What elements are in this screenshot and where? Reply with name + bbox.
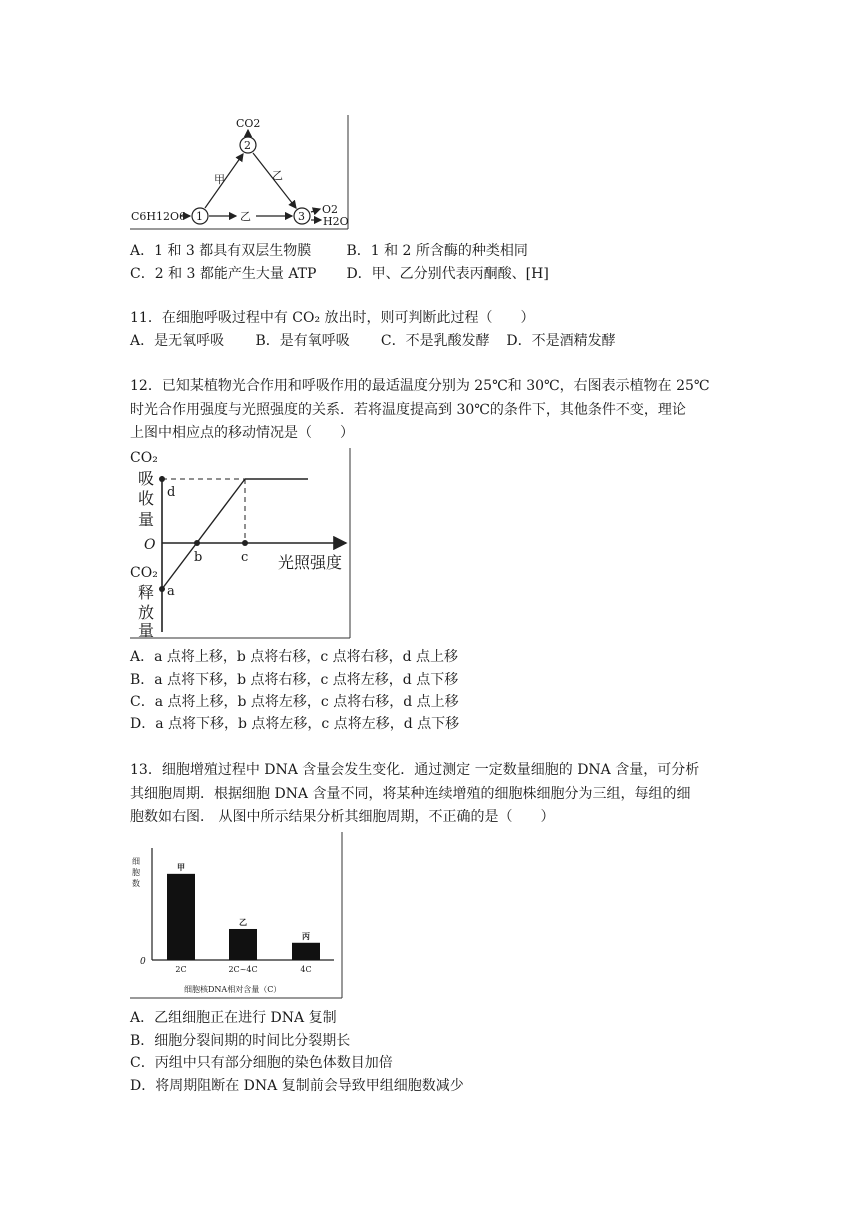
arrow-label-jia: 甲 — [214, 173, 225, 186]
x-axis-label: 光照强度 — [278, 553, 343, 572]
q11-option-b[interactable]: B．是有氧呼吸 — [255, 333, 350, 349]
point-b — [194, 540, 200, 546]
q13-option-b[interactable]: B．细胞分裂间期的时间比分裂期长 — [130, 1033, 351, 1049]
point-a — [159, 586, 165, 592]
bar-1 — [167, 874, 195, 960]
x-tick-label-1: 2C — [175, 965, 187, 974]
y-bottom-label-1: 释 — [138, 583, 155, 602]
x-tick-label-2: 2C~4C — [228, 965, 258, 974]
q11-options-row — [130, 331, 616, 351]
y-bottom-label-2: 放 — [138, 603, 155, 622]
q12-option-b[interactable]: B．a 点将下移，b 点将右移，c 点将左移，d 点下移 — [130, 672, 459, 688]
o2-label: O2 — [322, 203, 339, 216]
q13-option-d[interactable]: D．将周期阻断在 DNA 复制前会导致甲组细胞数减少 — [130, 1078, 464, 1094]
q10-options-row-1 — [130, 241, 528, 261]
point-d-label: d — [167, 485, 176, 500]
chart-y-label: 细胞数 — [132, 857, 140, 888]
q10-options-row-2 — [130, 264, 549, 284]
origin-label: O — [144, 537, 156, 553]
q11-option-d[interactable]: D．不是酒精发酵 — [506, 333, 616, 349]
point-c-label: c — [241, 550, 249, 565]
bar-label-2: 乙 — [239, 916, 247, 927]
q13-stem-line-1: 13．细胞增殖过程中 DNA 含量会发生变化．通过测定 一定数量细胞的 DNA 含量，可分析 — [130, 762, 700, 778]
y-bottom-label-co2: CO₂ — [130, 565, 158, 581]
node-2-label: 2 — [244, 139, 251, 152]
y-bottom-label-3: 量 — [138, 621, 155, 640]
dna-content-bar-chart — [128, 830, 346, 1000]
h2o-label: H2O — [323, 215, 349, 228]
q10-option-a[interactable]: A．1 和 3 都具有双层生物膜 — [130, 243, 312, 259]
y-top-label-co2: CO₂ — [130, 450, 158, 466]
arrow-label-yi-right: 乙 — [272, 169, 283, 182]
q10-option-d[interactable]: D．甲、乙分别代表丙酮酸、[H] — [346, 266, 549, 282]
q13-option-a[interactable]: A．乙组细胞正在进行 DNA 复制 — [130, 1010, 337, 1026]
glucose-label: C6H12O6 — [131, 210, 187, 223]
q11-option-c[interactable]: C．不是乳酸发酵 — [380, 333, 490, 349]
bar-label-1: 甲 — [177, 861, 185, 872]
y-top-label-2: 收 — [138, 489, 155, 508]
q13-stem-line-2: 其细胞周期．根据细胞 DNA 含量不同，将某种连续增殖的细胞株细胞分为三组，每组的细 — [130, 786, 691, 802]
co2-label: CO2 — [236, 117, 261, 130]
q10-option-b[interactable]: B．1 和 2 所含酶的种类相同 — [346, 243, 528, 259]
chart-x-label: 细胞核DNA相对含量（C） — [184, 985, 282, 994]
x-tick-label-3: 4C — [300, 965, 312, 974]
arrow-label-yi-bottom: 乙 — [240, 210, 251, 223]
bar-label-3: 丙 — [302, 930, 310, 941]
y-top-label-1: 吸 — [138, 469, 155, 488]
point-c — [242, 540, 248, 546]
q12-option-a[interactable]: A．a 点将上移，b 点将右移，c 点将右移，d 点上移 — [130, 649, 459, 665]
q11-option-a[interactable]: A．是无氧呼吸 — [130, 333, 225, 349]
q10-option-c[interactable]: C．2 和 3 都能产生大量 ATP — [130, 266, 317, 282]
respiration-diagram — [128, 113, 352, 231]
q13-option-c[interactable]: C．丙组中只有部分细胞的染色体数目加倍 — [130, 1055, 393, 1071]
point-d — [159, 476, 165, 482]
light-intensity-graph — [128, 446, 354, 640]
q12-option-c[interactable]: C．a 点将上移，b 点将左移，c 点将右移，d 点上移 — [130, 694, 459, 710]
q12-stem-line-2: 时光合作用强度与光照强度的关系．若将温度提高到 30℃的条件下，其他条件不变，理论 — [130, 402, 686, 418]
point-a-label: a — [167, 584, 175, 599]
q12-stem-line-1: 12．已知某植物光合作用和呼吸作用的最适温度分别为 25℃和 30℃，右图表示植物在 25℃ — [130, 378, 710, 394]
q13-stem-line-3: 胞数如右图． 从图中所示结果分析其细胞周期，不正确的是（ ） — [130, 809, 555, 825]
q12-option-d[interactable]: D．a 点将下移，b 点将左移，c 点将左移，d 点下移 — [130, 716, 460, 732]
chart-origin-label: 0 — [140, 957, 146, 967]
bar-3 — [292, 943, 320, 960]
q11-stem: 11．在细胞呼吸过程中有 CO₂ 放出时，则可判断此过程（ ） — [130, 310, 535, 326]
q12-stem-line-3: 上图中相应点的移动情况是（ ） — [130, 425, 354, 441]
y-top-label-3: 量 — [138, 510, 155, 529]
node-1-label: 1 — [196, 210, 203, 223]
node-3-label: 3 — [298, 210, 305, 223]
bar-2 — [229, 929, 257, 960]
point-b-label: b — [194, 550, 203, 565]
